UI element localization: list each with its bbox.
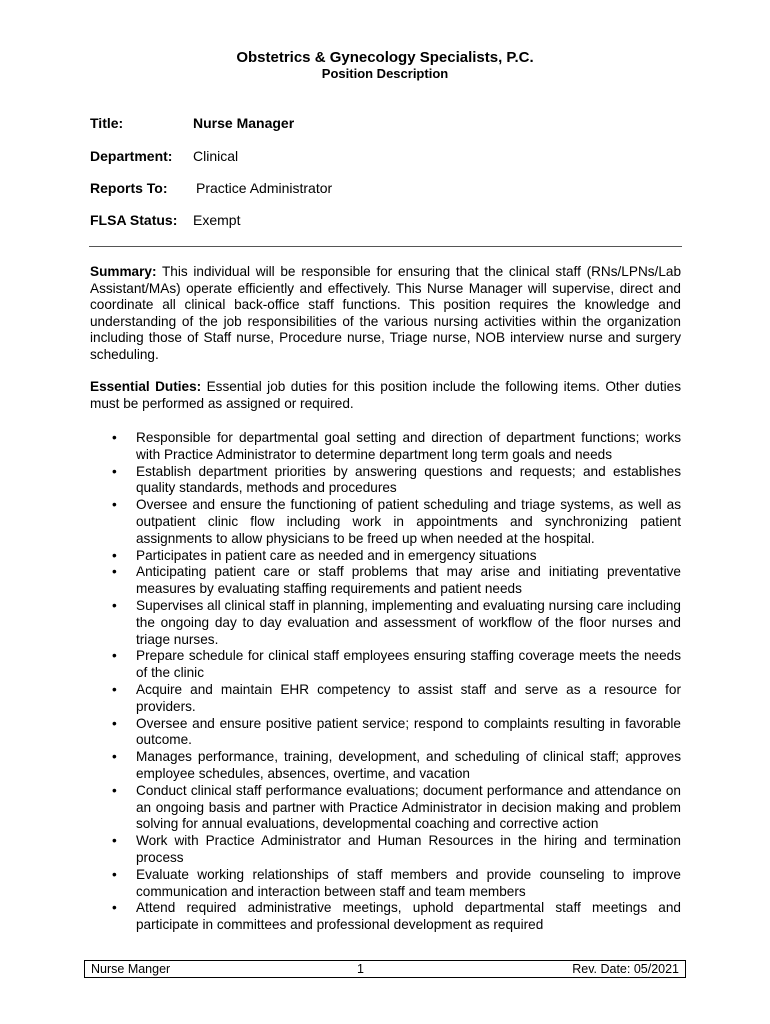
department-label: Department:: [90, 148, 173, 164]
reports-to-label: Reports To:: [90, 180, 168, 196]
bullet-icon: •: [112, 497, 117, 513]
duty-text: Manages performance, training, development, and scheduling of clinical staff; approves employee schedules, absences, overtime, and vacation: [136, 749, 681, 781]
duty-item: [90, 430, 681, 464]
duty-text: Supervises all clinical staff in planning, implementing and evaluating nursing care including the ongoing day to day evaluation and assessment of workflow of the floor nurses and triage nurses.: [136, 597, 681, 647]
duty-item: [90, 900, 681, 934]
duty-text: Responsible for departmental goal setting and direction of department functions; works with Practice Administrator to determine department long term goals and needs: [136, 430, 681, 462]
bullet-icon: •: [112, 782, 117, 798]
bullet-icon: •: [112, 597, 117, 613]
duty-item: [90, 548, 681, 565]
divider-line: [89, 246, 682, 247]
duty-text: Prepare schedule for clinical staff employees ensuring staffing coverage meets the needs of the clinic: [136, 648, 681, 681]
duty-item: [90, 648, 681, 682]
bullet-icon: •: [112, 866, 117, 882]
duty-item: [90, 749, 681, 783]
duty-text: Oversee and ensure the functioning of patient scheduling and triage systems, as well as outpatient clinic flow including work in appointments and synchronizing patient assignments to allow physicians to be freed up when needed at the hospital.: [136, 497, 681, 546]
bullet-icon: •: [112, 681, 117, 697]
document-type: Position Description: [321, 66, 449, 81]
footer-document-name: Nurse Manger: [91, 962, 171, 976]
bullet-icon: •: [112, 430, 117, 445]
essential-duties-label: Essential Duties:: [90, 379, 202, 394]
duty-item: [90, 833, 681, 867]
department-field: [90, 148, 239, 164]
flsa-status-value: Exempt: [193, 212, 241, 228]
duty-text: Anticipating patient care or staff problems that may arise and initiating preventative measures by evaluating staffing requirements and patient needs: [136, 564, 681, 597]
duty-text: Evaluate working relationships of staff members and provide counseling to improve communication and interaction between staff and team members: [136, 866, 681, 899]
department-value: Clinical: [193, 148, 239, 164]
flsa-status-field: [90, 212, 241, 228]
summary-paragraph: [90, 264, 681, 364]
duty-item: [90, 682, 681, 716]
duty-item: [90, 598, 681, 648]
page-footer: [84, 960, 686, 978]
duty-text: Conduct clinical staff performance evaluations; document performance and attendance on an ongoing basis and partner with Practice Administrator in decision making and problem solving for annual evaluations, developmental coaching and corrective action: [136, 782, 681, 832]
duty-item: [90, 497, 681, 547]
essential-duties-list: [90, 430, 681, 934]
footer-page-number: 1: [357, 962, 364, 976]
bullet-icon: •: [112, 715, 117, 731]
duty-text: Establish department priorities by answering questions and requests; and establishes quality standards, methods and procedures: [136, 463, 681, 496]
duty-text: Work with Practice Administrator and Human Resources in the hiring and termination process: [136, 833, 681, 865]
essential-duties-intro: [90, 379, 681, 412]
duty-item: [90, 716, 681, 750]
bullet-icon: •: [112, 463, 117, 479]
title-field: [90, 115, 295, 131]
summary-text: This individual will be responsible for ensuring that the clinical staff (RNs/LPNs/Lab Assistant/MAs) operate efficiently and effectively. This Nurse Manager will supervise, direct and coordinate all clinical back-office staff functions. This position requires the knowledge and understanding of the job responsibilities of the various nursing activities within the organization including those of Staff nurse, Procedure nurse, Triage nurse, NOB interview nurse and surgery scheduling.: [90, 264, 682, 362]
duty-item: [90, 464, 681, 498]
bullet-icon: •: [112, 900, 117, 916]
reports-to-field: [90, 180, 333, 196]
bullet-icon: •: [112, 749, 117, 765]
bullet-icon: •: [112, 648, 117, 664]
flsa-status-label: FLSA Status:: [90, 212, 178, 228]
reports-to-value: Practice Administrator: [196, 180, 333, 196]
duty-item: [90, 867, 681, 901]
organization-name: Obstetrics & Gynecology Specialists, P.C.: [236, 49, 534, 66]
footer-revision-date: Rev. Date: 05/2021: [572, 962, 679, 976]
duty-text: Oversee and ensure positive patient service; respond to complaints resulting in favorable outcome.: [136, 715, 681, 748]
bullet-icon: •: [112, 833, 117, 849]
summary-label: Summary:: [90, 264, 157, 279]
title-value: Nurse Manager: [193, 115, 295, 131]
duty-text: Participates in patient care as needed and in emergency situations: [136, 547, 537, 563]
bullet-icon: •: [112, 564, 117, 580]
title-label: Title:: [90, 115, 124, 131]
bullet-icon: •: [112, 547, 117, 563]
duty-text: Acquire and maintain EHR competency to assist staff and serve as a resource for providers.: [136, 681, 681, 714]
duty-text: Attend required administrative meetings, uphold departmental staff meetings and participate in committees and professional development as required: [136, 900, 681, 933]
duty-item: [90, 783, 681, 833]
essential-duties-intro-text: Essential job duties for this position include the following items. Other duties must be performed as assigned or required.: [90, 379, 682, 411]
duty-item: [90, 564, 681, 598]
